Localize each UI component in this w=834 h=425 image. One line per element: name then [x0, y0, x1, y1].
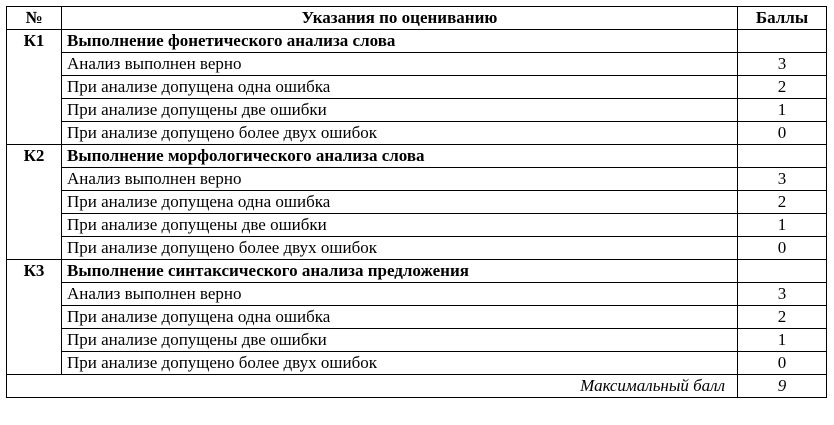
row-score: 3 [738, 53, 827, 76]
table-row [7, 214, 827, 237]
header-num: № [7, 7, 62, 30]
criterion-score-empty [738, 145, 827, 168]
max-score-row [7, 375, 827, 398]
max-score-value: 9 [738, 375, 827, 398]
table-row [7, 352, 827, 375]
grading-table [6, 6, 827, 398]
criterion-title: Выполнение фонетического анализа слова [62, 30, 738, 53]
row-score: 2 [738, 191, 827, 214]
row-text: При анализе допущено более двух ошибок [62, 237, 738, 260]
row-score: 0 [738, 352, 827, 375]
criterion-title: Выполнение морфологического анализа слова [62, 145, 738, 168]
table-row [7, 99, 827, 122]
row-text: При анализе допущены две ошибки [62, 329, 738, 352]
row-score: 2 [738, 306, 827, 329]
row-text: При анализе допущена одна ошибка [62, 306, 738, 329]
row-score: 0 [738, 237, 827, 260]
header-row [7, 7, 827, 30]
criterion-code: К1 [7, 30, 62, 145]
max-score-label: Максимальный балл [62, 375, 738, 398]
criterion-row-k2 [7, 145, 827, 168]
row-score: 1 [738, 214, 827, 237]
criterion-score-empty [738, 260, 827, 283]
table-row [7, 53, 827, 76]
row-text: Анализ выполнен верно [62, 53, 738, 76]
table-row [7, 76, 827, 99]
row-text: При анализе допущены две ошибки [62, 214, 738, 237]
criterion-title: Выполнение синтаксического анализа предложения [62, 260, 738, 283]
header-score: Баллы [738, 7, 827, 30]
row-text: При анализе допущено более двух ошибок [62, 352, 738, 375]
row-score: 1 [738, 99, 827, 122]
footer-blank [7, 375, 62, 398]
row-score: 3 [738, 168, 827, 191]
table-row [7, 191, 827, 214]
row-score: 2 [738, 76, 827, 99]
row-score: 0 [738, 122, 827, 145]
table-row [7, 122, 827, 145]
row-text: При анализе допущены две ошибки [62, 99, 738, 122]
row-text: При анализе допущено более двух ошибок [62, 122, 738, 145]
table-row [7, 283, 827, 306]
criterion-code: К2 [7, 145, 62, 260]
row-score: 1 [738, 329, 827, 352]
row-text: Анализ выполнен верно [62, 168, 738, 191]
row-text: Анализ выполнен верно [62, 283, 738, 306]
table-row [7, 306, 827, 329]
table-row [7, 329, 827, 352]
row-text: При анализе допущена одна ошибка [62, 191, 738, 214]
row-text: При анализе допущена одна ошибка [62, 76, 738, 99]
criterion-code: К3 [7, 260, 62, 375]
criterion-row-k3 [7, 260, 827, 283]
criterion-score-empty [738, 30, 827, 53]
table-row [7, 168, 827, 191]
header-desc: Указания по оцениванию [62, 7, 738, 30]
table-row [7, 237, 827, 260]
row-score: 3 [738, 283, 827, 306]
criterion-row-k1 [7, 30, 827, 53]
